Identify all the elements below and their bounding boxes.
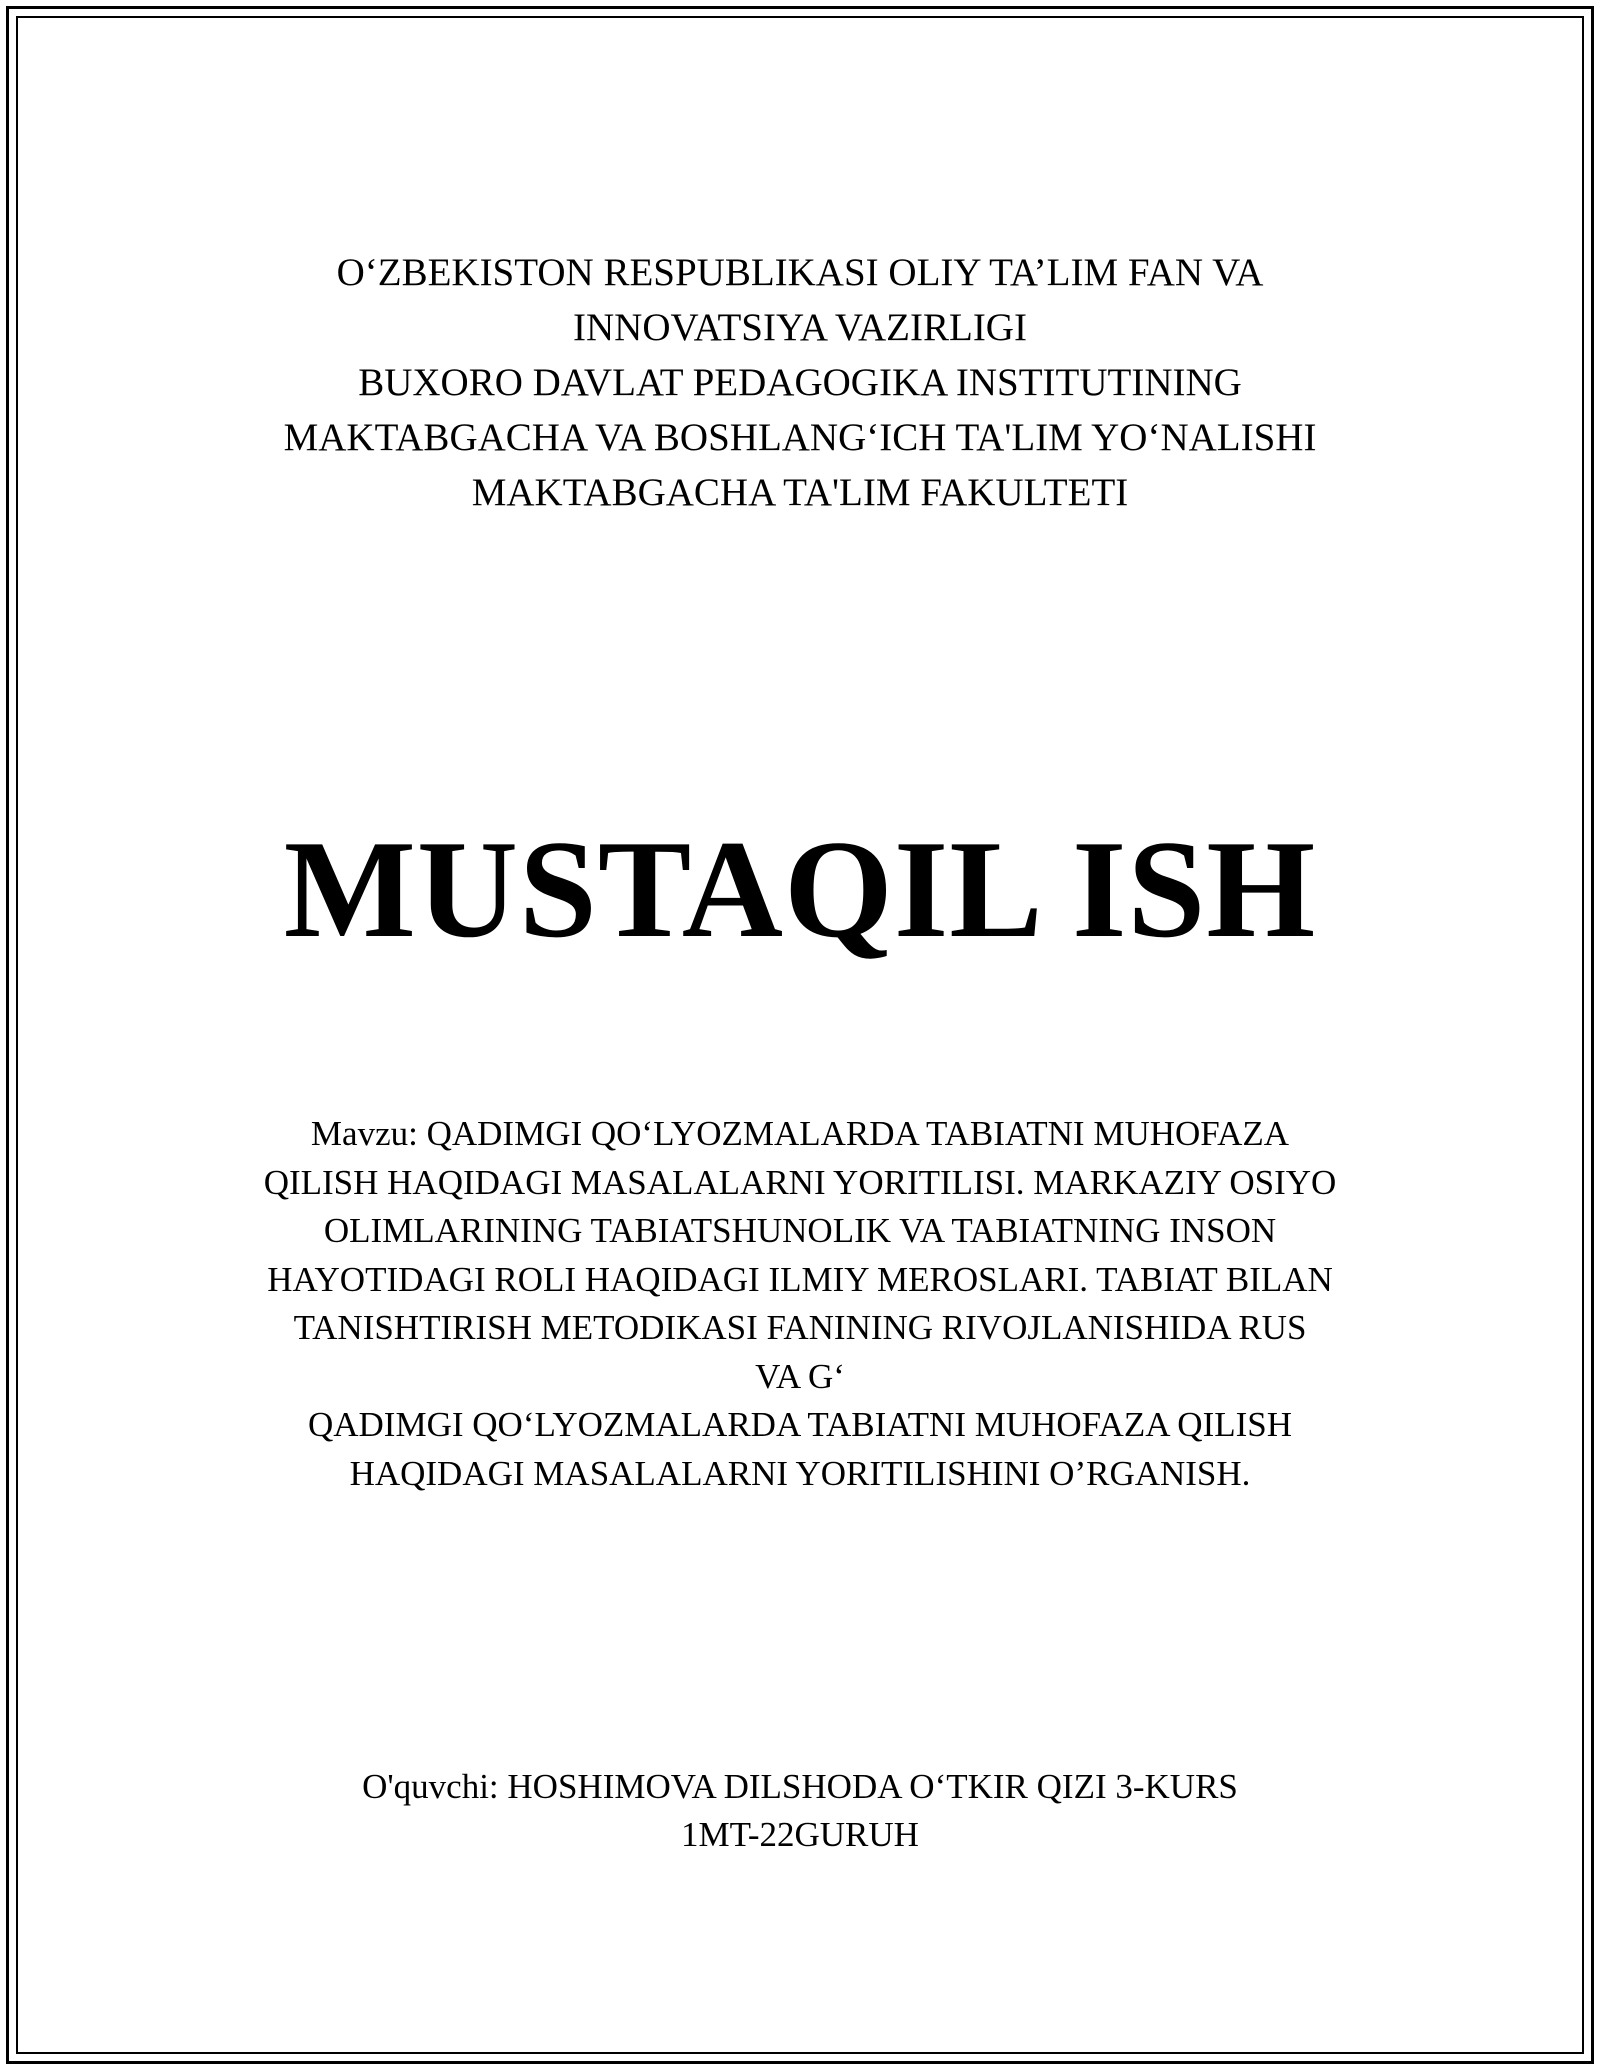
institution-header bbox=[0, 245, 1600, 520]
topic-line: QADIMGI QO‘LYOZMALARDA TABIATNI MUHOFAZA QILISH bbox=[307, 1405, 1293, 1444]
header-line: MAKTABGACHA TA'LIM FAKULTETI bbox=[471, 471, 1129, 514]
header-line: BUXORO DAVLAT PEDAGOGIKA INSTITUTINING bbox=[358, 361, 1242, 404]
topic-line: VA G‘ bbox=[755, 1356, 845, 1396]
topic-line: HAYOTIDAGI ROLI HAQIDAGI ILMIY MEROSLARI. TABIAT BILAN bbox=[267, 1259, 1333, 1299]
student-info bbox=[0, 1763, 1600, 1859]
topic-section bbox=[0, 1110, 1600, 1498]
topic-line: Mavzu: QADIMGI QO‘LYOZMALARDA TABIATNI MUHOFAZA bbox=[310, 1114, 1290, 1153]
topic-line: TANISHTIRISH METODIKASI FANINING RIVOJLANISHIDA RUS bbox=[293, 1308, 1307, 1347]
student-line: O'quvchi: HOSHIMOVA DILSHODA O‘TKIR QIZI 3-KURS bbox=[362, 1767, 1238, 1806]
document-title: MUSTAQIL ISH bbox=[283, 812, 1317, 967]
topic-line: HAQIDAGI MASALALARNI YORITILISHINI O’RGANISH. bbox=[349, 1453, 1251, 1493]
header-line: O‘ZBEKISTON RESPUBLIKASI OLIY TA’LIM FAN VA bbox=[336, 251, 1264, 294]
topic-line: OLIMLARINING TABIATSHUNOLIK VA TABIATNING INSON bbox=[323, 1211, 1277, 1250]
student-line: 1MT-22GURUH bbox=[681, 1815, 919, 1854]
topic-line: QILISH HAQIDAGI MASALALARNI YORITILISI. MARKAZIY OSIYO bbox=[263, 1162, 1337, 1202]
header-line: MAKTABGACHA VA BOSHLANG‘ICH TA'LIM YO‘NALISHI bbox=[283, 416, 1317, 459]
header-line: INNOVATSIYA VAZIRLIGI bbox=[573, 306, 1027, 349]
